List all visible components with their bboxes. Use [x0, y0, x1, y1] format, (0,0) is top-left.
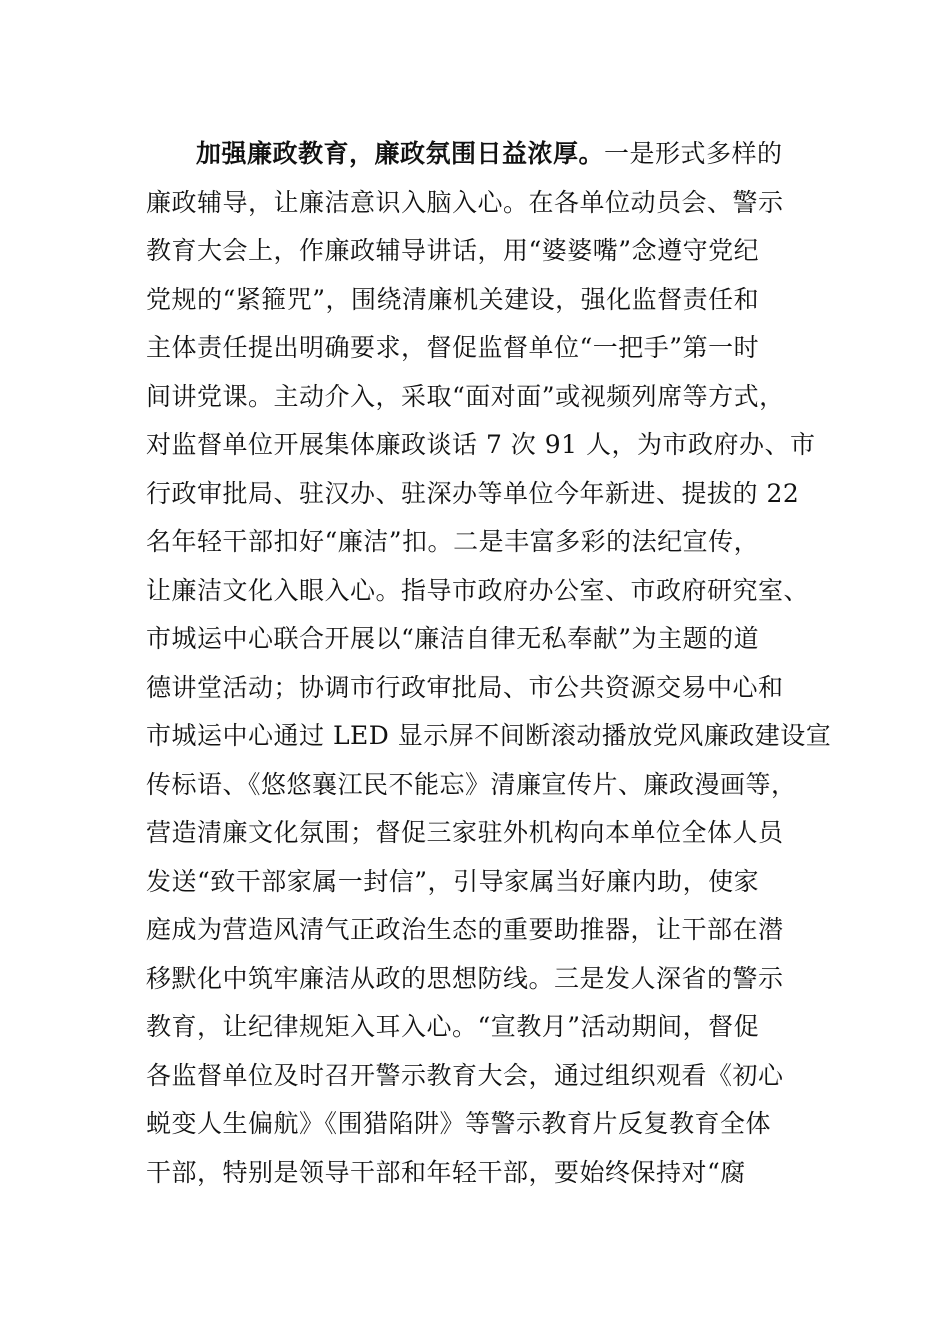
text-line: 主体责任提出明确要求，督促监督单位“一把手”第一时	[146, 333, 760, 362]
text-line: 对监督单位开展集体廉政谈话 7 次 91 人，为市政府办、市	[146, 430, 816, 459]
text-line: 发送“致干部家属一封信”，引导家属当好廉内助，使家	[146, 866, 760, 896]
body-paragraph	[146, 130, 832, 1197]
text-line: 让廉洁文化入眼入心。指导市政府办公室、市政府研究室、	[146, 575, 810, 605]
text-line: 名年轻干部扣好“廉洁”扣。二是丰富多彩的法纪宣传，	[146, 527, 760, 556]
text-line: 廉政辅导，让廉洁意识入脑入心。在各单位动员会、警示	[146, 187, 784, 217]
paragraph-heading: 加强廉政教育，廉政氛围日益浓厚。	[196, 139, 605, 168]
first-line-text: 一是形式多样的	[604, 139, 783, 168]
text-line: 教育，让纪律规矩入耳入心。“宣教月”活动期间，督促	[146, 1012, 760, 1041]
text-line: 各监督单位及时召开警示教育大会，通过组织观看《初心	[146, 1060, 784, 1090]
text-line: 行政审批局、驻汉办、驻深办等单位今年新进、提拔的 22	[146, 478, 800, 508]
text-line: 移默化中筑牢廉洁从政的思想防线。三是发人深省的警示	[146, 963, 784, 993]
text-line: 干部，特别是领导干部和年轻干部，要始终保持对“腐	[146, 1157, 746, 1187]
text-line: 间讲党课。主动介入，采取“面对面”或视频列席等方式，	[146, 381, 785, 411]
text-line: 庭成为营造风清气正政治生态的重要助推器，让干部在潜	[146, 915, 784, 944]
text-line: 党规的“紧箍咒”，围绕清廉机关建设，强化监督责任和	[146, 284, 760, 314]
paragraph-first-line	[146, 130, 806, 179]
text-line: 传标语、《悠悠襄江民不能忘》清廉宣传片、廉政漫画等，	[146, 769, 797, 799]
text-line: 蜕变人生偏航》《围猎陷阱》等警示教育片反复教育全体	[146, 1109, 772, 1138]
text-line: 教育大会上，作廉政辅导讲话，用“婆婆嘴”念遵守党纪	[146, 236, 760, 265]
text-line: 德讲堂活动；协调市行政审批局、市公共资源交易中心和	[146, 672, 784, 702]
text-line: 营造清廉文化氛围；督促三家驻外机构向本单位全体人员	[146, 818, 784, 847]
text-line: 市城运中心联合开展以“廉洁自律无私奉献”为主题的道	[146, 624, 760, 653]
text-line: 市城运中心通过 LED 显示屏不间断滚动播放党风廉政建设宣	[146, 721, 832, 750]
